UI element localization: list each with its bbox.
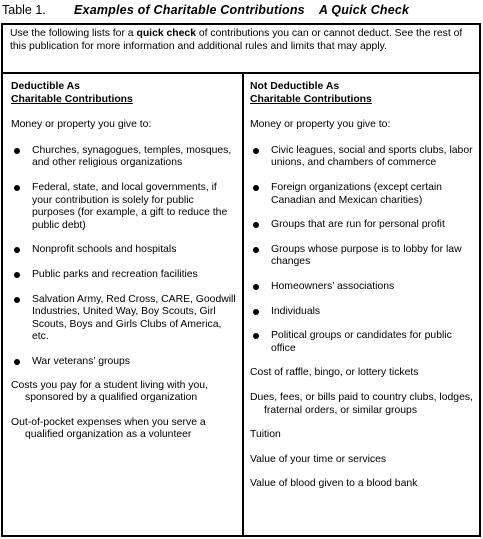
list-item: Groups whose purpose is to lobby for law changes <box>250 244 476 269</box>
deductible-heading-line1: Deductible As <box>11 81 80 92</box>
header-divider <box>3 72 479 74</box>
list-item: War veterans’ groups <box>11 356 237 369</box>
not-deductible-list <box>250 145 476 356</box>
bullet-icon <box>14 185 20 191</box>
deductible-list <box>11 145 237 369</box>
bullet-icon <box>253 148 259 154</box>
list-item: Nonprofit schools and hospitals <box>11 244 237 257</box>
not-deductible-extra-3: Tuition <box>250 429 281 441</box>
bullet-icon <box>253 185 259 191</box>
not-deductible-heading <box>250 81 476 106</box>
not-deductible-column <box>250 81 476 491</box>
table-title-text: Examples of Charitable Contributions <box>74 3 305 17</box>
deductible-heading <box>11 81 237 106</box>
intro-part1: Use the following lists for a <box>10 28 137 39</box>
list-item: Churches, synagogues, temples, mosques, and other religious organizations <box>11 145 237 170</box>
deductible-column <box>11 81 237 442</box>
intro-bold: quick check <box>136 28 196 39</box>
list-item: Individuals <box>250 306 476 319</box>
bullet-icon <box>253 222 259 228</box>
bullet-icon <box>14 272 20 278</box>
not-deductible-extra-4: Value of your time or services <box>250 453 387 465</box>
not-deductible-heading-line1: Not Deductible As <box>250 81 340 92</box>
not-deductible-lead: Money or property you give to: <box>250 119 391 131</box>
bullet-icon <box>14 148 20 154</box>
deductible-lead: Money or property you give to: <box>11 119 152 131</box>
table-box <box>1 23 481 537</box>
intro-text <box>10 28 472 53</box>
bullet-icon <box>14 297 20 303</box>
bullet-icon <box>253 284 259 290</box>
bullet-icon <box>14 247 20 253</box>
deductible-extra-1: Costs you pay for a student living with you, sponsored by a qualified organization <box>11 379 208 404</box>
not-deductible-extra-2: Dues, fees, or bills paid to country clubs, lodges, fraternal orders, or similar groups <box>250 391 473 416</box>
table-title <box>2 1 480 19</box>
list-item: Political groups or candidates for public office <box>250 330 476 355</box>
bullet-icon <box>14 359 20 365</box>
bullet-icon <box>253 247 259 253</box>
list-item: Groups that are run for personal profit <box>250 219 476 232</box>
not-deductible-heading-line2: Charitable Contributions <box>250 93 372 105</box>
list-item: Salvation Army, Red Cross, CARE, Goodwill Industries, United Way, Boy Scouts, Girl Scouts, Boys and Girls Clubs of America, etc. <box>11 294 237 344</box>
bullet-icon <box>253 309 259 315</box>
bullet-icon <box>253 333 259 339</box>
deductible-heading-line2: Charitable Contributions <box>11 93 133 105</box>
column-divider <box>242 72 244 535</box>
table-subtitle: A Quick Check <box>318 3 410 17</box>
list-item: Homeowners’ associations <box>250 281 476 294</box>
intro-part2: of contributions you can or cannot deduct. See the rest of this publication for more information and additional rules and limits that may apply. <box>10 28 463 52</box>
list-item: Public parks and recreation facilities <box>11 269 237 282</box>
list-item: Federal, state, and local governments, if your contribution is solely for public purposes (for example, a gift to reduce the public debt) <box>11 182 237 232</box>
table-number: Table 1. <box>2 3 46 17</box>
not-deductible-extra-5: Value of blood given to a blood bank <box>250 478 418 490</box>
list-item: Foreign organizations (except certain Canadian and Mexican charities) <box>250 182 476 207</box>
deductible-extra-2: Out-of-pocket expenses when you serve a qualified organization as a volunteer <box>11 416 206 441</box>
not-deductible-extra-1: Cost of raffle, bingo, or lottery tickets <box>250 367 419 379</box>
list-item: Civic leagues, social and sports clubs, labor unions, and chambers of commerce <box>250 145 476 170</box>
